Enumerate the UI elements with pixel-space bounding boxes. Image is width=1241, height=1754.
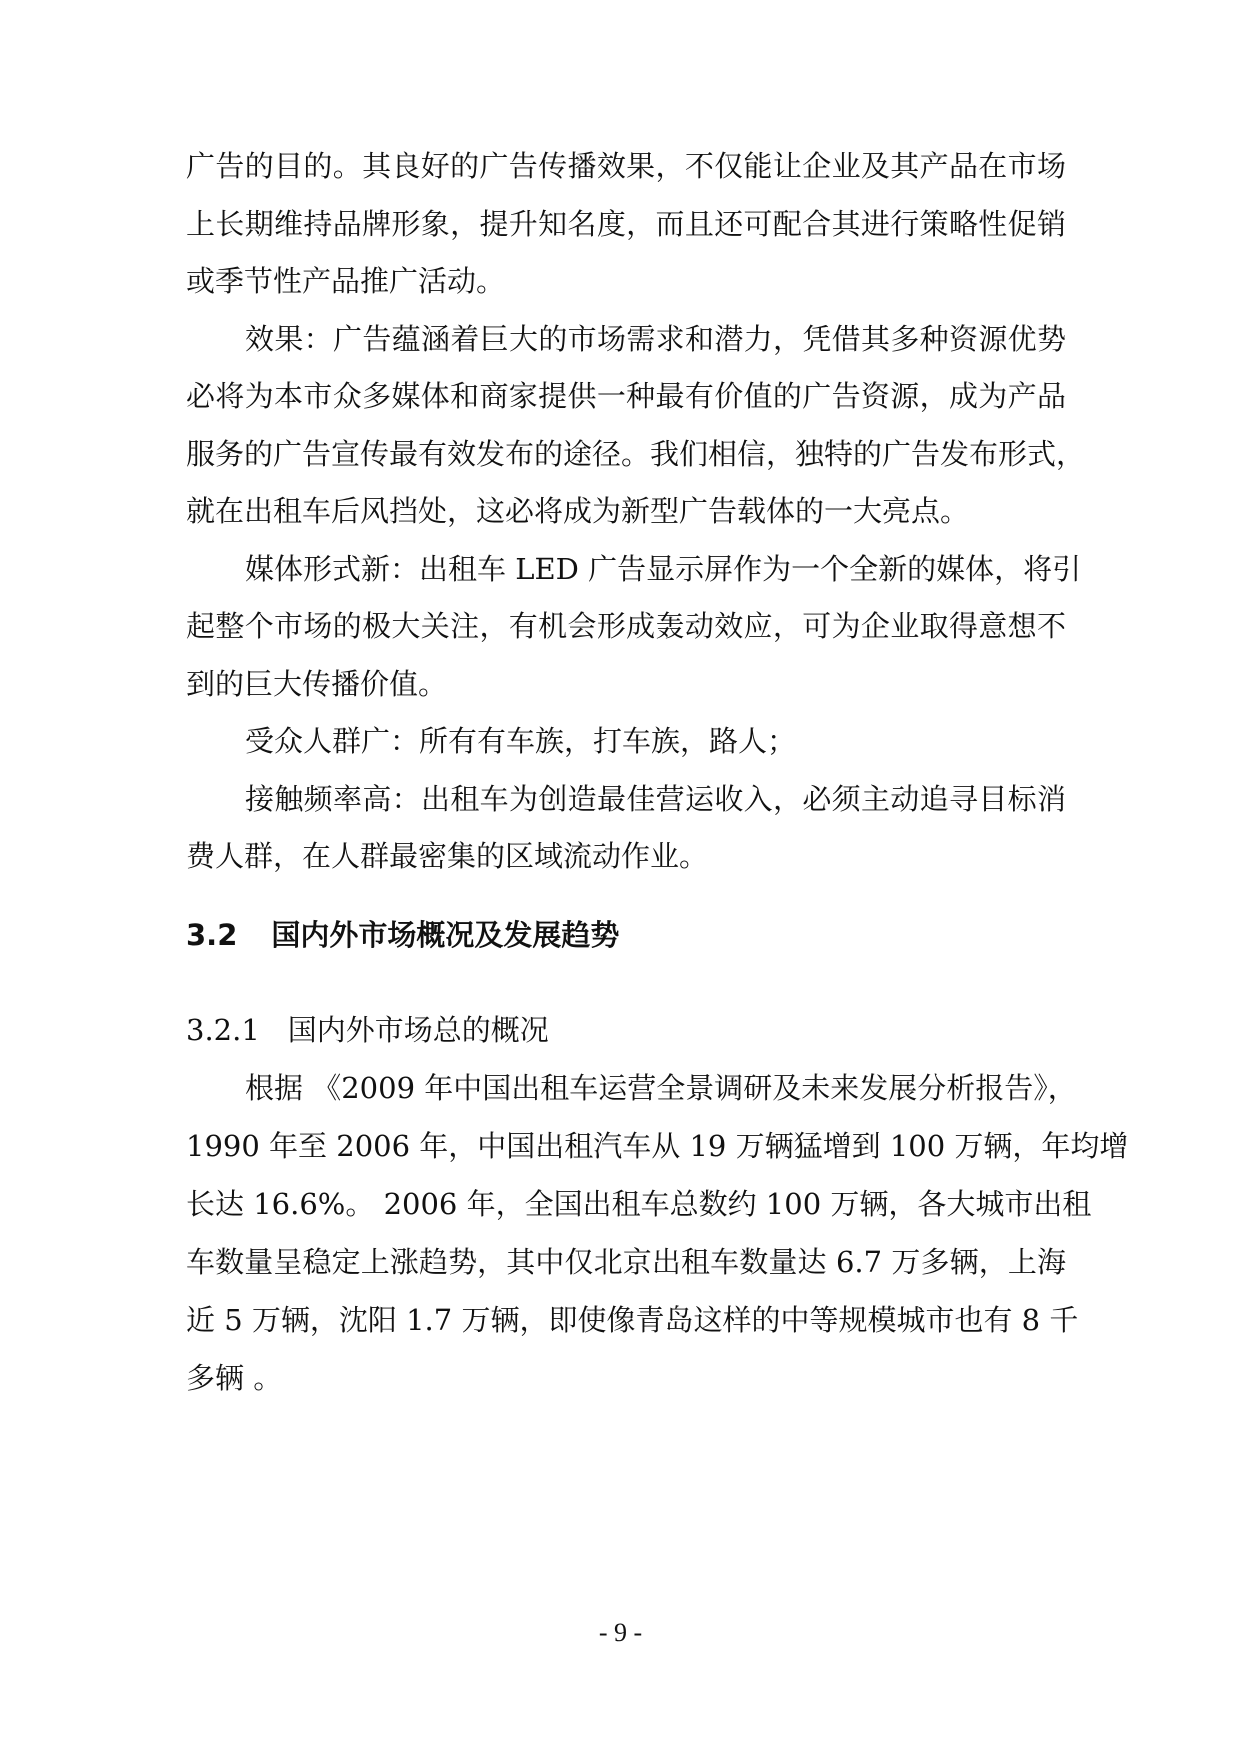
paragraph-line: 多辆 。 xyxy=(186,1361,283,1395)
section-title: 国内外市场概况及发展趋势 xyxy=(271,918,620,952)
paragraph-line: 服务的广告宣传最有效发布的途径。我们相信，独特的广告发布形式， xyxy=(186,437,1086,471)
paragraph-line: 费人群，在人群最密集的区域流动作业。 xyxy=(186,839,709,873)
section-heading xyxy=(186,917,619,953)
paragraph-line: 根据 《2009 年中国出租车运营全景调研及未来发展分析报告》， xyxy=(245,1071,1077,1105)
paragraph-line: 1990 年至 2006 年，中国出租汽车从 19 万辆猛增到 100 万辆，年均增 xyxy=(186,1129,1129,1163)
paragraph-line: 或季节性产品推广活动。 xyxy=(186,264,506,298)
subsection-number: 3.2.1 xyxy=(186,1013,260,1047)
paragraph-line: 媒体形式新：出租车 LED 广告显示屏作为一个全新的媒体，将引 xyxy=(245,552,1082,586)
paragraph-line: 效果：广告蕴涵着巨大的市场需求和潜力，凭借其多种资源优势 xyxy=(245,322,1066,356)
paragraph-line: 起整个市场的极大关注，有机会形成轰动效应，可为企业取得意想不 xyxy=(186,609,1066,643)
paragraph-line: 长达 16.6%。 2006 年，全国出租车总数约 100 万辆，各大城市出租 xyxy=(186,1187,1092,1221)
paragraph-line: 广告的目的。其良好的广告传播效果，不仅能让企业及其产品在市场 xyxy=(186,149,1066,183)
page-number: - 9 - xyxy=(598,1618,643,1647)
subsection-title: 国内外市场总的概况 xyxy=(287,1013,549,1047)
section-number: 3.2 xyxy=(186,918,238,952)
paragraph-line: 接触频率高：出租车为创造最佳营运收入，必须主动追寻目标消 xyxy=(245,782,1066,816)
subsection-heading xyxy=(186,1012,549,1048)
paragraph-line: 到的巨大传播价值。 xyxy=(186,667,448,701)
paragraph-line: 近 5 万辆，沈阳 1.7 万辆，即使像青岛这样的中等规模城市也有 8 千 xyxy=(186,1303,1079,1337)
paragraph-line: 受众人群广：所有有车族，打车族，路人； xyxy=(245,724,797,758)
paragraph-line: 车数量呈稳定上涨趋势，其中仅北京出租车数量达 6.7 万多辆，上海 xyxy=(186,1245,1066,1279)
paragraph-line: 上长期维持品牌形象，提升知名度，而且还可配合其进行策略性促销 xyxy=(186,207,1066,241)
paragraph-line: 必将为本市众多媒体和商家提供一种最有价值的广告资源，成为产品 xyxy=(186,379,1066,413)
paragraph-line: 就在出租车后风挡处，这必将成为新型广告载体的一大亮点。 xyxy=(186,494,970,528)
